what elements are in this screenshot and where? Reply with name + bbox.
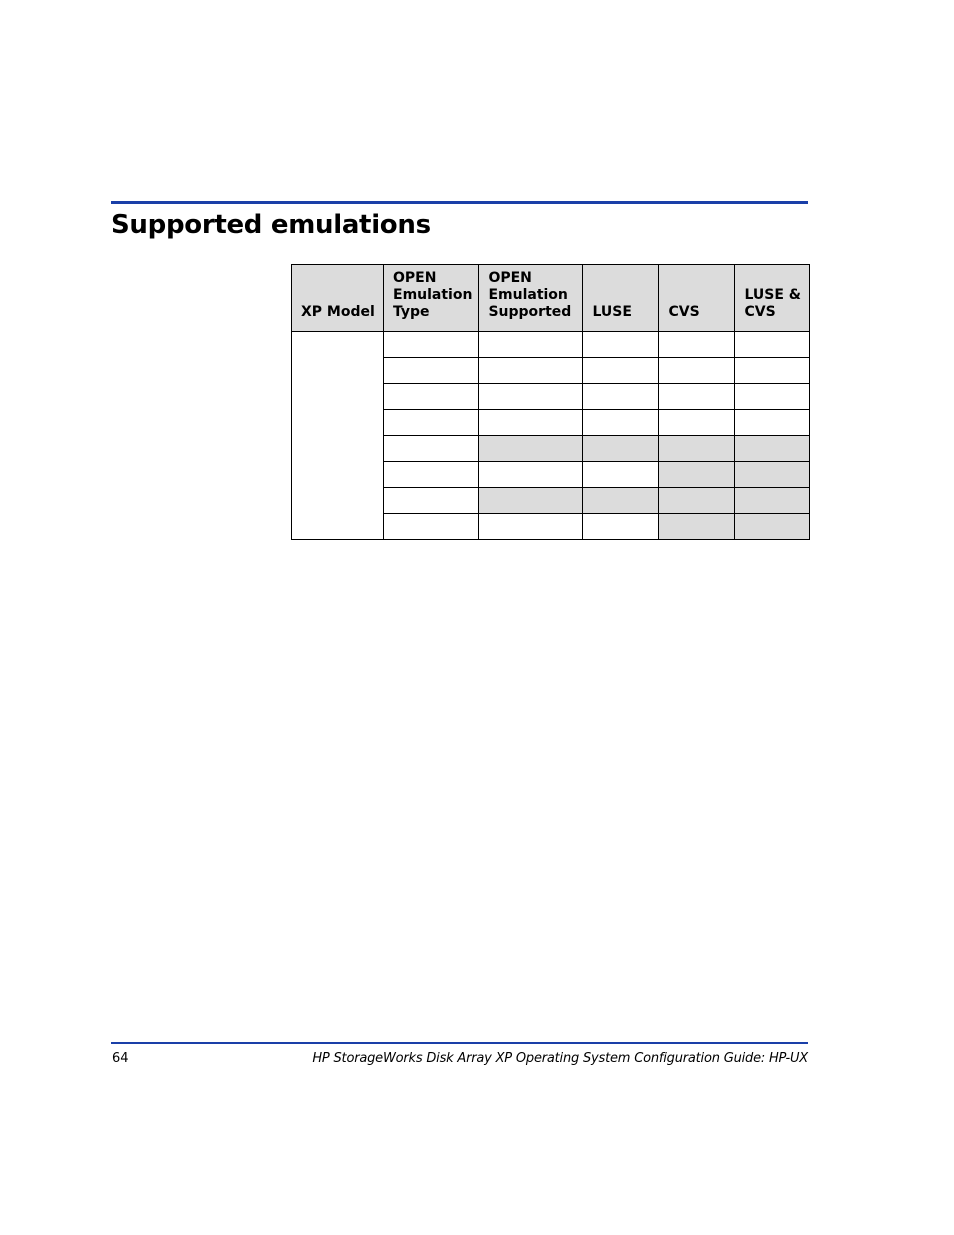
table-cell [583,462,659,488]
table-cell [583,410,659,436]
header-open-emulation-type: OPEN Emulation Type [384,265,479,332]
table-cell [583,514,659,540]
table-cell [659,488,735,514]
table-cell [384,332,479,358]
table-cell [583,358,659,384]
table-cell [659,410,735,436]
table-cell [384,358,479,384]
header-luse-cvs: LUSE & CVS [735,265,810,332]
table-cell [384,462,479,488]
table-cell [479,436,583,462]
table-cell [659,462,735,488]
table-cell [479,514,583,540]
table-cell [479,488,583,514]
table-cell [583,332,659,358]
page-title: Supported emulations [111,210,431,240]
table-cell [583,488,659,514]
table-cell [479,332,583,358]
xp-model-cell [292,332,384,540]
table-cell [479,384,583,410]
header-cvs: CVS [659,265,735,332]
table-cell [583,384,659,410]
table-row [292,332,810,358]
table-cell [735,332,810,358]
table-cell [735,462,810,488]
table-body [292,332,810,540]
table-cell [384,384,479,410]
table-cell [479,410,583,436]
table-cell [479,462,583,488]
emulations-table [291,264,810,540]
table-cell [735,514,810,540]
footer-rule [111,1042,808,1044]
table-cell [583,436,659,462]
header-luse: LUSE [583,265,659,332]
table-cell [384,436,479,462]
page-number: 64 [112,1051,129,1066]
table-cell [735,436,810,462]
title-rule [111,201,808,204]
running-footer: HP StorageWorks Disk Array XP Operating System Configuration Guide: HP-UX [312,1051,808,1066]
header-open-emulation-supported: OPEN Emulation Supported [479,265,583,332]
table-cell [735,384,810,410]
table-cell [384,410,479,436]
table-cell [659,358,735,384]
table-cell [735,488,810,514]
table-cell [659,514,735,540]
table-cell [479,358,583,384]
table-cell [659,332,735,358]
table-cell [659,384,735,410]
header-xp-model: XP Model [292,265,384,332]
table-cell [384,514,479,540]
table-cell [384,488,479,514]
table-cell [659,436,735,462]
table-header-row [292,265,810,332]
table-cell [735,410,810,436]
table-cell [735,358,810,384]
